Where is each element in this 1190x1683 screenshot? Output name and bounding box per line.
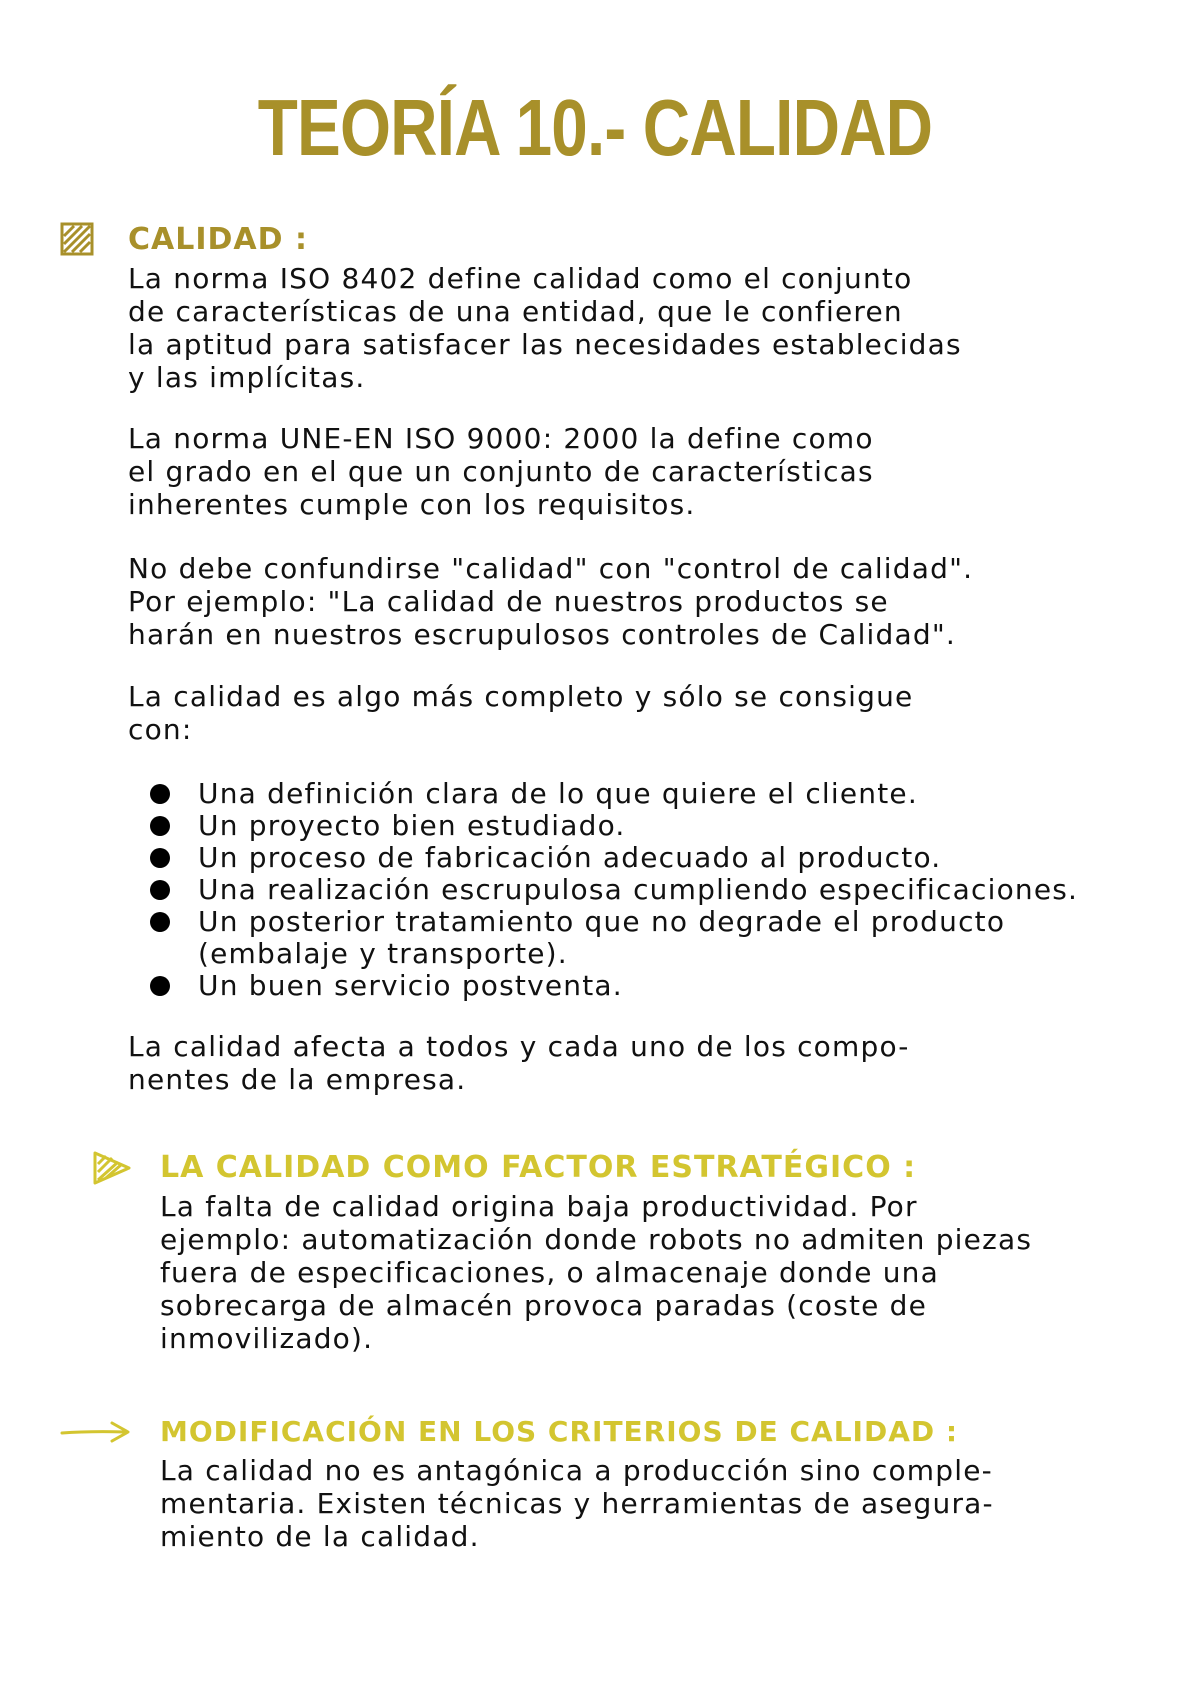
paragraph-afecta-empresa	[128, 1030, 910, 1096]
text-line: y las implícitas.	[128, 361, 366, 394]
text-line: nentes de la empresa.	[128, 1063, 467, 1096]
bullet-dot-icon	[150, 976, 170, 996]
section-calidad	[128, 222, 308, 258]
paragraph-control-calidad	[128, 552, 973, 651]
bullet-dot-icon	[150, 848, 170, 868]
text-line: con:	[128, 713, 193, 746]
list-item	[150, 874, 1078, 906]
text-line: ejemplo: automatización donde robots no admiten piezas	[160, 1223, 1033, 1256]
list-item	[150, 906, 1078, 970]
text-line: La norma ISO 8402 define calidad como el conjunto	[128, 262, 913, 295]
paragraph-iso-8402	[128, 262, 962, 394]
text-line: el grado en el que un conjunto de características	[128, 455, 874, 488]
text-line: inmovilizado).	[160, 1322, 374, 1355]
list-item-text: Un buen servicio postventa.	[198, 969, 623, 1002]
text-line: La falta de calidad origina baja productividad. Por	[160, 1190, 918, 1223]
hatched-square-icon	[60, 222, 94, 256]
text-line: de características de una entidad, que le confieren	[128, 295, 903, 328]
play-triangle-icon	[92, 1150, 132, 1186]
list-item-text: Una definición clara de lo que quiere el cliente.	[198, 777, 918, 810]
text-line: inherentes cumple con los requisitos.	[128, 488, 696, 521]
text-line: Por ejemplo: "La calidad de nuestros productos se	[128, 585, 889, 618]
paragraph-calidad-completo	[128, 680, 913, 746]
list-item-text: (embalaje y transporte).	[198, 937, 568, 970]
bullet-dot-icon	[150, 912, 170, 932]
text-line: La calidad no es antagónica a producción sino comple-	[160, 1454, 993, 1487]
page-title: TEORÍA 10.- CALIDAD	[257, 83, 933, 172]
list-item-text: Un proyecto bien estudiado.	[198, 809, 626, 842]
list-item	[150, 778, 1078, 810]
text-line: sobrecarga de almacén provoca paradas (coste de	[160, 1289, 928, 1322]
bullet-list	[150, 778, 1078, 1002]
text-line: mentaria. Existen técnicas y herramientas de asegura-	[160, 1487, 994, 1520]
section-heading-calidad: CALIDAD :	[128, 222, 308, 257]
list-item	[150, 842, 1078, 874]
text-line: harán en nuestros escrupulosos controles de Calidad".	[128, 618, 957, 651]
text-line: la aptitud para satisfacer las necesidades establecidas	[128, 328, 962, 361]
paragraph-une-en-iso-9000	[128, 422, 874, 521]
list-item-text: Un posterior tratamiento que no degrade el producto	[198, 905, 1006, 938]
text-line: La calidad afecta a todos y cada uno de los compo-	[128, 1030, 910, 1063]
text-line: fuera de especificaciones, o almacenaje donde una	[160, 1256, 939, 1289]
list-item-text: Una realización escrupulosa cumpliendo especificaciones.	[198, 873, 1079, 906]
bullet-dot-icon	[150, 880, 170, 900]
list-item	[150, 970, 1078, 1002]
section-factor-estrategico	[160, 1150, 916, 1186]
text-line: La calidad es algo más completo y sólo se consigue	[128, 680, 914, 713]
text-line: miento de la calidad.	[160, 1520, 480, 1553]
section-heading-factor-estrategico: LA CALIDAD COMO FACTOR ESTRATÉGICO :	[160, 1150, 917, 1185]
paragraph-no-antagonica	[160, 1454, 994, 1553]
bullet-dot-icon	[150, 816, 170, 836]
paragraph-falta-calidad	[160, 1190, 1032, 1355]
bullet-dot-icon	[150, 784, 170, 804]
section-modificacion-criterios	[160, 1414, 958, 1450]
arrow-right-icon	[60, 1420, 132, 1444]
section-heading-modificacion: MODIFICACIÓN EN LOS CRITERIOS DE CALIDAD :	[160, 1415, 959, 1448]
text-line: No debe confundirse "calidad" con "control de calidad".	[128, 552, 974, 585]
list-item-text: Un proceso de fabricación adecuado al producto.	[198, 841, 942, 874]
list-item	[150, 810, 1078, 842]
text-line: La norma UNE-EN ISO 9000: 2000 la define como	[128, 422, 874, 455]
